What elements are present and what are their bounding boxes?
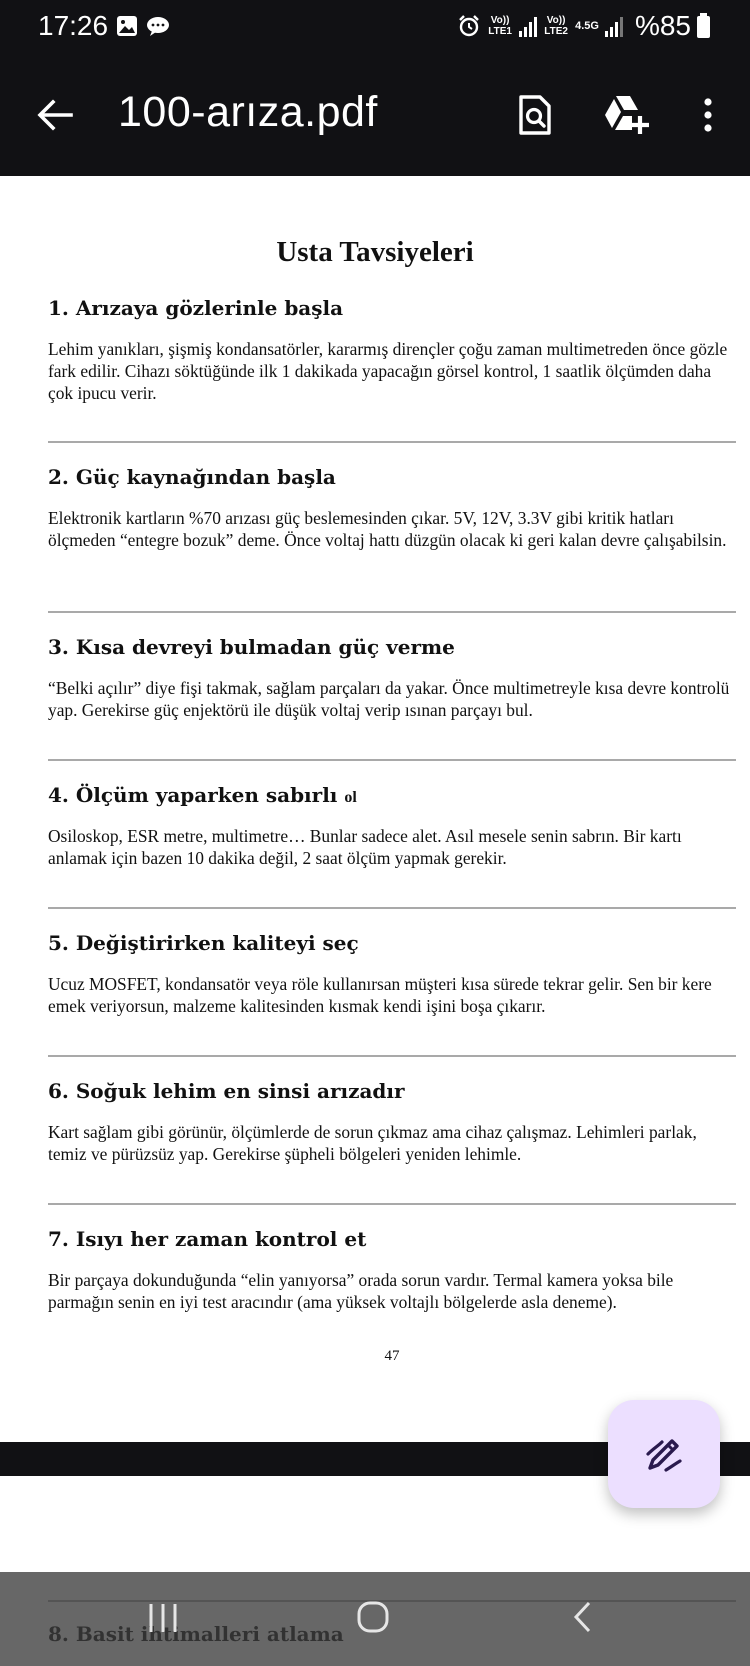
tip-title: 7. Isıyı her zaman kontrol et (48, 1227, 367, 1251)
tip-1 (48, 296, 733, 404)
tip-title-text: 4. Ölçüm yaparken sabırlı (48, 783, 338, 807)
document-search-icon (518, 94, 552, 136)
tip-title-suffix: ol (344, 789, 357, 806)
more-options-button[interactable] (690, 88, 726, 142)
battery-percent: %85 (634, 10, 691, 41)
document-title: 100-arıza.pdf (118, 88, 378, 136)
tip-title: 5. Değiştirirken kaliteyi seç (48, 931, 359, 955)
tip-body: Kart sağlam gibi görünür, ölçümlerde de sorun çıkmaz ama cihaz çalışmaz. Lehimleri parlak, temiz ve pürüzsüz yap. Gerekirse şüpheli bölgeleri yeniden lehimle. (48, 1122, 697, 1164)
home-button[interactable] (350, 1594, 396, 1640)
tip-body: Bir parçaya dokunduğunda “elin yanıyorsa” orada sorun vardır. Termal kamera yoksa bile parmağın senin en iyi test aracındır (ama yüksek voltajlı bölgelerde asla deneme). (48, 1270, 674, 1312)
home-icon (356, 1600, 390, 1634)
page-heading: Usta Tavsiyeleri (276, 236, 474, 268)
tip-body: Osiloskop, ESR metre, multimetre… Bunlar sadece alet. Asıl mesele senin sabrın. Bir kartı anlamak için bazen 10 dakika değil, 2 saat ölçüm yapmak gerekir. (48, 826, 682, 868)
tip-title: 1. Arızaya gözlerinle başla (48, 296, 344, 320)
edit-pen-icon (644, 1434, 684, 1474)
tip-body: Lehim yanıkları, şişmiş kondansatörler, kararmış dirençler çoğu zaman multimetreden önce gözle fark edilir. Cihazı söktüğünde ilk 1 dakikada yapacağın görsel kontrol, 1 saatlik ölçümden daha çok ipucu verir. (48, 339, 728, 403)
annotate-fab-button[interactable] (608, 1400, 720, 1508)
tip-5 (48, 931, 733, 1017)
divider (48, 907, 736, 909)
battery-icon (697, 16, 710, 38)
message-notification-icon (146, 15, 170, 37)
gallery-notification-icon (116, 15, 138, 37)
status-time: 17:26 (38, 10, 109, 41)
tip-title: 6. Soğuk lehim en sinsi arızadır (48, 1079, 405, 1103)
sim1-signal-icon (519, 15, 537, 37)
add-to-drive-button[interactable] (598, 88, 654, 142)
chevron-left-icon (571, 1600, 593, 1634)
tip-body: Elektronik kartların %70 arızası güç beslemesinden çıkar. 5V, 12V, 3.3V gibi kritik hatları ölçmeden “entegre bozuk” deme. Önce voltaj hattı düzgün olacak ki geri kalan devre çalışabilsin. (48, 508, 727, 550)
recents-icon (146, 1602, 180, 1634)
recent-apps-button[interactable] (140, 1598, 186, 1638)
system-status (457, 10, 710, 42)
more-vert-icon (703, 98, 713, 132)
page-number: 47 (384, 1348, 400, 1364)
back-button[interactable] (30, 90, 80, 140)
tip-4 (48, 783, 733, 869)
tip-7 (48, 1227, 733, 1313)
tip-title: 2. Güç kaynağından başla (48, 465, 336, 489)
alarm-icon (457, 14, 481, 38)
system-back-button[interactable] (562, 1594, 602, 1640)
status-bar (0, 0, 750, 58)
app-bar (0, 58, 750, 176)
divider (48, 1055, 736, 1057)
tip-3 (48, 635, 733, 721)
divider (48, 441, 736, 443)
tip-title: 3. Kısa devreyi bulmadan güç verme (48, 635, 455, 659)
divider (48, 1203, 736, 1205)
divider (48, 759, 736, 761)
arrow-left-icon (37, 99, 73, 131)
system-navigation-bar (0, 1572, 750, 1666)
pdf-page[interactable] (0, 176, 750, 1442)
tip-title (48, 783, 733, 807)
network-type: 4.5G (575, 20, 599, 32)
tip-2 (48, 465, 733, 551)
sim1-label: Vo)) LTE1 (488, 15, 512, 37)
notification-icons (116, 15, 170, 37)
find-in-document-button[interactable] (510, 88, 560, 142)
add-to-drive-icon (602, 94, 650, 136)
tip-body: Ucuz MOSFET, kondansatör veya röle kullanırsan müşteri kısa sürede tekrar gelir. Sen bir kere emek veriyorsun, malzeme kalitesinden kısmak kendi işini boşa çıkarır. (48, 974, 712, 1016)
tip-6 (48, 1079, 733, 1165)
sim2-signal-icon (605, 15, 623, 37)
divider (48, 611, 736, 613)
tip-body: “Belki açılır” diye fişi takmak, sağlam parçaları da yakar. Önce multimetreyle kısa devre kontrolü yap. Gerekirse güç enjektörü ile düşük voltaj verip ısınan parçayı bul. (48, 678, 730, 720)
sim2-label: Vo)) LTE2 (544, 15, 568, 37)
